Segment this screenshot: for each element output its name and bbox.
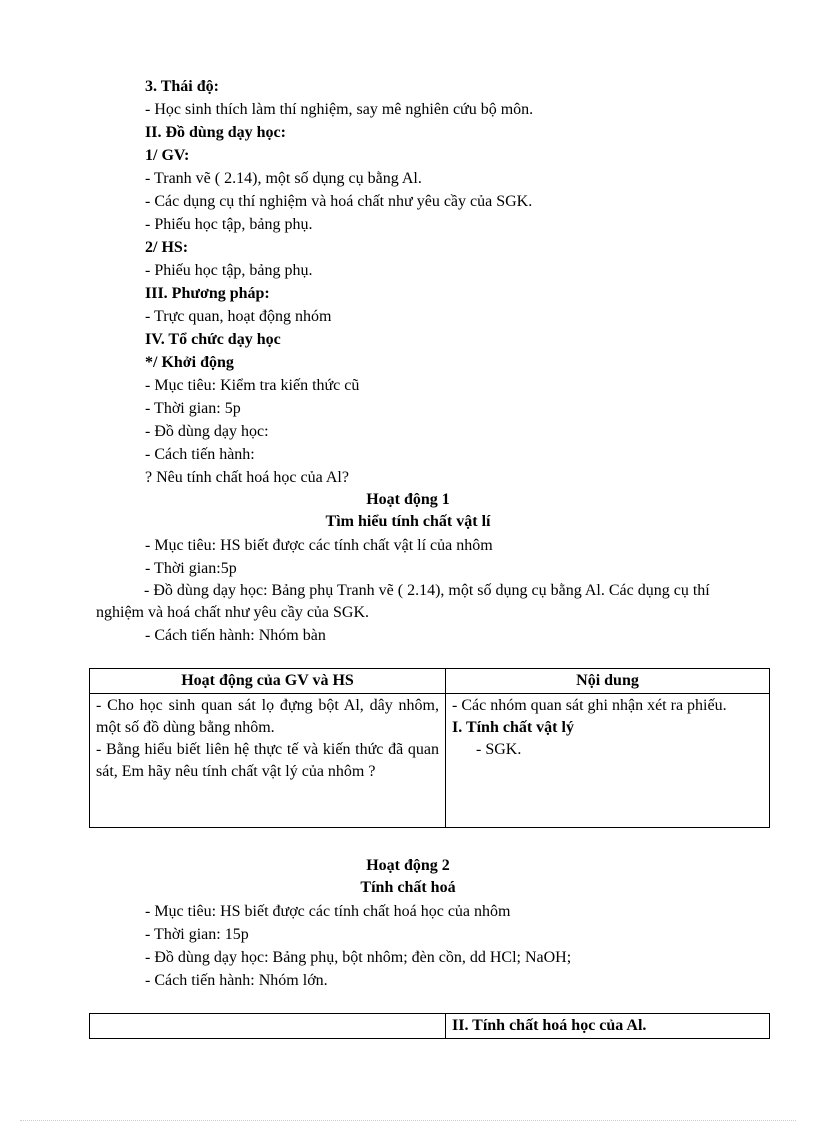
warmup-goal: - Mục tiêu: Kiểm tra kiến thức cũ [145, 377, 360, 394]
activity1-teacher-p1: - Cho học sinh quan sát lọ đựng bột Al, dây nhôm, một số đồ dùng bằng nhôm. [96, 697, 439, 736]
activity1-materials: - Đồ dùng dạy học: Bảng phụ Tranh vẽ ( 2.14), một số dụng cụ bằng Al. Các dụng cụ thí nghiệm và hoá chất như yêu cầy của SGK. [96, 582, 710, 621]
warmup-heading: */ Khởi động [145, 354, 234, 371]
activity1-teacher-p2: - Bằng hiểu biết liên hệ thực tế và kiến thức đã quan sát, Em hãy nêu tính chất vật lý của nhôm ? [96, 741, 439, 780]
activity2-teacher-cell [90, 1014, 446, 1039]
activity2-heading: Hoạt động 2 [366, 857, 450, 874]
section-organization-heading: IV. Tổ chức dạy học [145, 331, 281, 348]
gv-item-2: - Các dụng cụ thí nghiệm và hoá chất như yêu cầy của SGK. [145, 193, 533, 210]
section-materials-heading: II. Đồ dùng dạy học: [145, 124, 286, 141]
activity2-content-heading: II. Tính chất hoá học của Al. [446, 1014, 770, 1039]
activity1-time: - Thời gian:5p [145, 560, 237, 577]
attitude-text: - Học sinh thích làm thí nghiệm, say mê nghiên cứu bộ môn. [145, 101, 534, 118]
gv-item-1: - Tranh vẽ ( 2.14), một số dụng cụ bằng Al. [145, 170, 422, 187]
warmup-question: ? Nêu tính chất hoá học của Al? [145, 469, 349, 486]
activity2-goal: - Mục tiêu: HS biết được các tính chất hoá học của nhôm [145, 903, 511, 920]
page-bottom-divider [20, 1120, 796, 1121]
activity1-col1-header: Hoạt động của GV và HS [90, 669, 446, 694]
activity2-title: Tính chất hoá [360, 879, 456, 896]
hs-heading: 2/ HS: [145, 239, 189, 256]
activity1-col2-header: Nội dung [446, 669, 770, 694]
gv-item-3: - Phiếu học tập, bảng phụ. [145, 216, 313, 233]
activity1-content-cell [446, 694, 770, 828]
warmup-materials: - Đồ dùng dạy học: [145, 423, 269, 440]
activity2-time: - Thời gian: 15p [145, 926, 249, 943]
section-method-heading: III. Phương pháp: [145, 285, 270, 302]
gv-heading: 1/ GV: [145, 147, 190, 164]
activity1-goal: - Mục tiêu: HS biết được các tính chất vật lí của nhôm [145, 537, 493, 554]
section-attitude-heading: 3. Thái độ: [145, 78, 219, 95]
activity2-materials: - Đồ dùng dạy học: Bảng phụ, bột nhôm; đèn cồn, dd HCl; NaOH; [145, 949, 572, 966]
activity1-teacher-cell [90, 694, 446, 828]
hs-item-1: - Phiếu học tập, bảng phụ. [145, 262, 313, 279]
warmup-time: - Thời gian: 5p [145, 400, 241, 417]
method-text: - Trực quan, hoạt động nhóm [145, 308, 332, 325]
activity1-content-heading: I. Tính chất vật lý [452, 719, 574, 736]
activity1-method: - Cách tiến hành: Nhóm bàn [145, 627, 326, 644]
activity1-content-p1: - Các nhóm quan sát ghi nhận xét ra phiếu. [452, 697, 727, 714]
activity1-heading: Hoạt động 1 [366, 491, 450, 508]
activity2-table [89, 1013, 770, 1039]
activity2-method: - Cách tiến hành: Nhóm lớn. [145, 972, 328, 989]
activity1-table [89, 668, 770, 828]
activity1-content-item: - SGK. [476, 741, 522, 758]
warmup-method: - Cách tiến hành: [145, 446, 255, 463]
activity1-title: Tìm hiểu tính chất vật lí [325, 513, 491, 530]
